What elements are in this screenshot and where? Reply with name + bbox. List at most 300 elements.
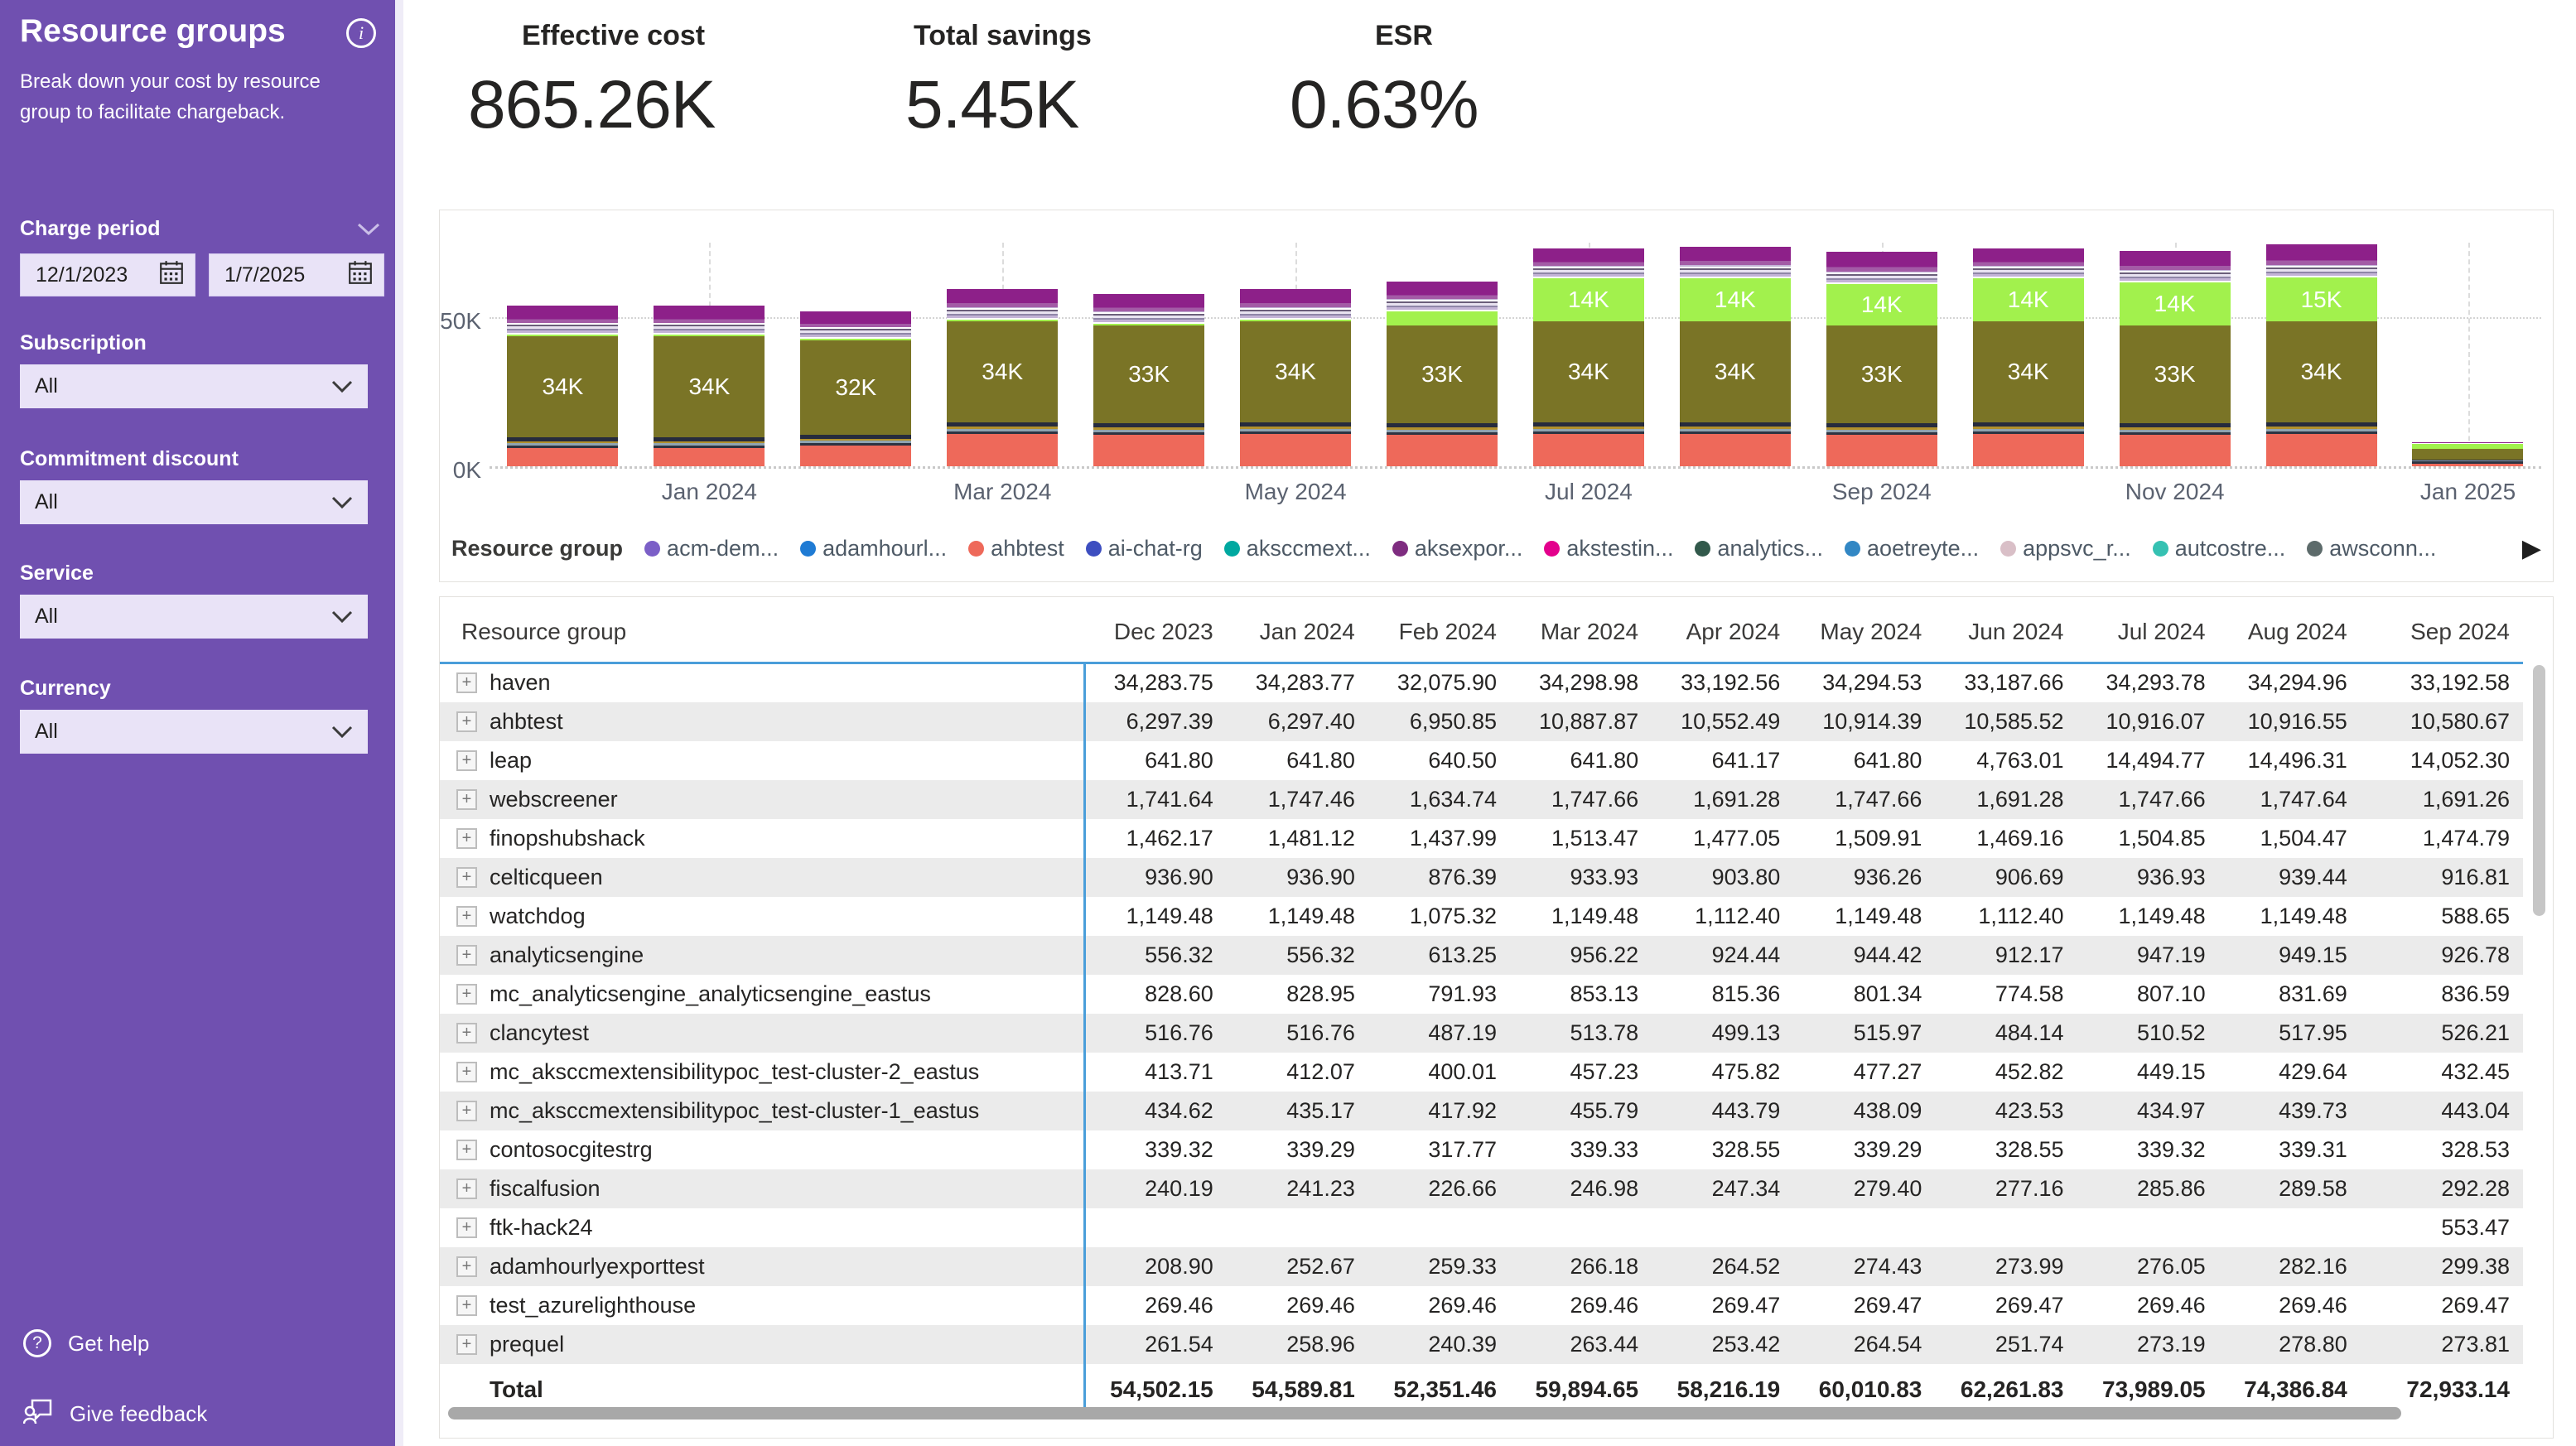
cost-matrix-card: [439, 596, 2554, 1439]
row-name-cell: [440, 858, 1085, 897]
service-dropdown[interactable]: All: [20, 595, 368, 639]
legend-item-label: aksccmext...: [1246, 535, 1371, 561]
cost-value-cell: 317.77: [1428, 1136, 1497, 1162]
table-row[interactable]: [440, 1053, 2523, 1092]
bar-value-label: 34K: [2007, 359, 2049, 384]
bar-segment-stripes_low: [654, 441, 765, 448]
cost-value-cell: 33,187.66: [1964, 670, 2064, 696]
subscription-label: Subscription: [20, 331, 147, 354]
stacked-bar-feb-2024[interactable]: [800, 311, 911, 466]
get-help-link[interactable]: ? Get help: [23, 1329, 149, 1357]
resource-group-name: mc_aksccmextensibilitypoc_test-cluster-1_eastus: [490, 1097, 980, 1123]
bar-segment-green: [947, 320, 1058, 321]
column-header-apr-2024[interactable]: Apr 2024: [1652, 604, 1793, 663]
stacked-bar-mar-2024[interactable]: [947, 289, 1058, 466]
column-header-dec-2023[interactable]: Dec 2023: [1085, 604, 1227, 663]
legend-item-label: akstestin...: [1566, 535, 1674, 561]
charge-period-label: Charge period: [20, 217, 381, 241]
stacked-bar-jan-2024[interactable]: [654, 306, 765, 466]
stacked-bar-jul-2024[interactable]: [1533, 248, 1644, 466]
stacked-bar-aug-2024[interactable]: [1680, 247, 1791, 466]
cost-value-cell: 815.36: [1711, 981, 1781, 1006]
legend-color-dot: [1086, 541, 1102, 557]
table-row[interactable]: [440, 1208, 2523, 1247]
bar-segment-stripes_high: [2412, 443, 2523, 444]
cost-value-cell: 1,075.32: [1409, 903, 1497, 928]
expand-row-icon[interactable]: +: [456, 789, 477, 810]
column-header-aug-2024[interactable]: Aug 2024: [2219, 604, 2361, 663]
cost-value-cell: 10,916.55: [2219, 702, 2361, 741]
cost-value-cell: 438.09: [1793, 1092, 1935, 1130]
cost-value-cell: 1,504.85: [2118, 825, 2206, 851]
table-row[interactable]: [440, 936, 2523, 975]
total-value-cell: 73,989.05: [2102, 1376, 2206, 1402]
bar-segment-salmon: [654, 448, 765, 466]
chevron-down-icon: [331, 496, 353, 509]
cost-value-cell: 1,691.28: [1652, 780, 1793, 819]
cost-value-cell: 455.79: [1510, 1092, 1652, 1130]
table-row[interactable]: [440, 702, 2523, 741]
legend-item-autcostre[interactable]: [2153, 536, 2286, 562]
legend-item-akstestin[interactable]: [1544, 536, 1673, 562]
legend-color-dot: [2000, 541, 2016, 557]
cost-value-cell: 208.90: [1085, 1247, 1227, 1286]
info-icon[interactable]: i: [346, 18, 376, 48]
total-label: Total: [490, 1376, 543, 1402]
bar-segment-stripes_high: [1387, 299, 1498, 311]
page-title: Resource groups: [20, 13, 286, 49]
chart-bar-slot: [1808, 233, 1955, 466]
currency-dropdown[interactable]: All: [20, 710, 368, 754]
table-row[interactable]: [440, 663, 2523, 702]
table-row[interactable]: [440, 1247, 2523, 1286]
table-row[interactable]: [440, 1092, 2523, 1130]
expand-row-icon[interactable]: +: [456, 1023, 477, 1044]
stacked-bar-may-2024[interactable]: [1240, 289, 1351, 466]
table-row[interactable]: [440, 1014, 2523, 1053]
cost-value-cell: 640.50: [1428, 747, 1497, 773]
total-value-cell: 52,351.46: [1393, 1376, 1497, 1402]
bar-segment-olive: [2412, 449, 2523, 460]
legend-color-dot: [1695, 541, 1710, 557]
cost-value-cell: 831.69: [2279, 981, 2347, 1006]
legend-item-acm-dem[interactable]: [644, 536, 779, 562]
legend-item-label: ahbtest: [991, 535, 1064, 561]
bar-segment-green: [1680, 278, 1791, 321]
legend-item-aksccmext[interactable]: [1224, 536, 1371, 562]
cost-value-cell: 924.44: [1652, 936, 1793, 975]
stacked-bar-jun-2024[interactable]: [1387, 282, 1498, 466]
expand-row-icon[interactable]: +: [456, 1217, 477, 1238]
cost-value-cell: 34,283.75: [1113, 670, 1213, 696]
table-row[interactable]: [440, 1286, 2523, 1325]
cost-value-cell: 6,297.39: [1085, 702, 1227, 741]
total-savings-label: Total savings: [914, 20, 1092, 51]
cost-value-cell: 933.93: [1510, 858, 1652, 897]
chart-bar-slot: [1223, 233, 1369, 466]
bar-segment-salmon: [1240, 434, 1351, 466]
bar-segment-stripes_high: [800, 327, 911, 339]
cost-value-cell: 292.28: [2361, 1169, 2523, 1208]
bar-segment-salmon: [800, 446, 911, 466]
column-header-feb-2024[interactable]: Feb 2024: [1368, 604, 1510, 663]
cost-value-cell: 1,513.47: [1551, 825, 1639, 851]
cost-value-cell: 269.47: [1853, 1292, 1922, 1318]
cost-value-cell: 939.44: [2219, 858, 2361, 897]
cost-value-cell: 274.43: [1793, 1247, 1935, 1286]
expand-row-icon[interactable]: +: [456, 1295, 477, 1316]
expand-row-icon[interactable]: +: [456, 672, 477, 693]
stacked-bar-jan-2025[interactable]: [2412, 442, 2523, 466]
calendar-icon[interactable]: [158, 259, 185, 292]
bar-segment-navy: [800, 435, 911, 439]
chevron-down-icon[interactable]: [356, 222, 381, 237]
bar-segment-purple: [1240, 289, 1351, 307]
cost-value-cell: 1,149.48: [1126, 903, 1213, 928]
legend-item-aoetreyte[interactable]: [1845, 536, 1979, 562]
bar-segment-purple: [800, 311, 911, 327]
row-name-cell: [440, 663, 1085, 702]
total-value-cell: 54,589.81: [1252, 1376, 1355, 1402]
column-header-sep-2024[interactable]: Sep 2024: [2361, 604, 2523, 663]
resource-group-name: prequel: [490, 1331, 565, 1357]
cost-value-cell: 277.16: [1935, 1169, 2077, 1208]
cost-value-cell: 269.46: [2279, 1292, 2347, 1318]
expand-row-icon[interactable]: +: [456, 906, 477, 927]
vertical-scrollbar-thumb[interactable]: [2533, 665, 2545, 916]
expand-row-icon[interactable]: +: [456, 1178, 477, 1199]
resource-group-name: test_azurelighthouse: [490, 1292, 697, 1318]
cost-value-cell: 1,149.48: [2118, 903, 2206, 928]
cost-value-cell: 475.82: [1711, 1058, 1781, 1084]
cost-value-cell: 1,474.79: [2422, 825, 2510, 851]
cost-value-cell: 1,462.17: [1126, 825, 1213, 851]
bar-segment-stripes_low: [2266, 427, 2377, 434]
resource-group-name: fiscalfusion: [490, 1175, 601, 1201]
cost-value-cell: 944.42: [1793, 936, 1935, 975]
cost-value-cell: 423.53: [1935, 1092, 2077, 1130]
expand-row-icon[interactable]: +: [456, 945, 477, 966]
bar-segment-stripes_low: [1240, 427, 1351, 434]
legend-item-adamhourl[interactable]: [800, 536, 947, 562]
chart-bar-slot: [1955, 233, 2101, 466]
sidebar-scroll-track[interactable]: [395, 0, 403, 1446]
bar-segment-stripes_low: [1093, 427, 1204, 435]
cost-value-cell: 34,298.98: [1538, 670, 1639, 696]
expand-row-icon[interactable]: +: [456, 1140, 477, 1160]
chart-bar-slot: [783, 233, 929, 466]
expand-row-icon[interactable]: +: [456, 1256, 477, 1277]
y-axis-tick-50k: 50K: [440, 307, 481, 334]
bar-segment-navy: [1240, 422, 1351, 427]
resource-group-name: analyticsengine: [490, 942, 644, 967]
cost-value-cell: 6,950.85: [1368, 702, 1510, 741]
cost-value-cell: 33,192.58: [2410, 670, 2510, 696]
cost-value-cell: 1,691.28: [1935, 780, 2077, 819]
cost-value-cell: 556.32: [1227, 936, 1368, 975]
cost-value-cell: 641.17: [1711, 747, 1781, 773]
cost-value-cell: 10,916.07: [2077, 702, 2218, 741]
cost-value-cell: 264.52: [1652, 1247, 1793, 1286]
cost-value-cell: 1,437.99: [1409, 825, 1497, 851]
cost-value-cell: 1,691.26: [2361, 780, 2523, 819]
cost-value-cell: 613.25: [1368, 936, 1510, 975]
give-feedback-link[interactable]: Give feedback: [23, 1398, 207, 1430]
cost-value-cell: 412.07: [1286, 1058, 1355, 1084]
column-header-resource-group[interactable]: Resource group: [440, 604, 1085, 663]
row-name-cell: [440, 1130, 1085, 1169]
cost-value-cell: 457.23: [1570, 1058, 1639, 1084]
bar-value-label: 15K: [2300, 286, 2342, 312]
stacked-bar-nov-2024[interactable]: [2120, 251, 2231, 466]
legend-item-ahbtest[interactable]: [968, 536, 1064, 562]
row-name-cell: [440, 741, 1085, 780]
bar-segment-salmon: [2266, 434, 2377, 466]
bar-segment-olive: [507, 336, 618, 437]
y-axis-tick-0k: 0K: [452, 457, 481, 483]
cost-value-cell: 266.18: [1510, 1247, 1652, 1286]
cost-value-cell: 10,914.39: [1793, 702, 1935, 741]
legend-item-label: aoetreyte...: [1867, 535, 1980, 561]
cost-value-cell: [1935, 1208, 2077, 1247]
column-header-jan-2024[interactable]: Jan 2024: [1227, 604, 1368, 663]
cost-value-cell: 487.19: [1368, 1014, 1510, 1053]
cost-value-cell: 1,149.48: [1835, 903, 1922, 928]
commitment-discount-label: Commitment discount: [20, 447, 239, 470]
cost-value-cell: 299.38: [2361, 1247, 2523, 1286]
cost-value-cell: 282.16: [2219, 1247, 2361, 1286]
table-row[interactable]: [440, 858, 2523, 897]
stacked-bar-dec-2023[interactable]: [507, 306, 618, 466]
cost-value-cell: 339.31: [2279, 1136, 2347, 1162]
column-header-mar-2024[interactable]: Mar 2024: [1510, 604, 1652, 663]
stacked-bar-dec-2024[interactable]: [2266, 244, 2377, 466]
stacked-bar-apr-2024[interactable]: [1093, 294, 1204, 466]
cost-value-cell: [1227, 1208, 1368, 1247]
bar-segment-navy: [1973, 422, 2084, 427]
cost-value-cell: 339.33: [1570, 1136, 1639, 1162]
cost-value-cell: 269.46: [1570, 1292, 1639, 1318]
expand-row-icon[interactable]: +: [456, 1334, 477, 1355]
cost-value-cell: 1,747.66: [1793, 780, 1935, 819]
row-name-cell: [440, 702, 1085, 741]
start-date-input[interactable]: 12/1/2023: [20, 253, 195, 296]
cost-value-cell: 936.90: [1227, 858, 1368, 897]
bar-segment-green: [800, 339, 911, 340]
row-name-cell: [440, 1247, 1085, 1286]
cost-value-cell: 269.46: [2137, 1292, 2206, 1318]
legend-item-analytics[interactable]: [1695, 536, 1823, 562]
bar-segment-green: [1387, 311, 1498, 325]
cost-value-cell: 253.42: [1652, 1325, 1793, 1364]
cost-value-cell: 949.15: [2219, 936, 2361, 975]
column-header-may-2024[interactable]: May 2024: [1793, 604, 1935, 663]
x-axis-tick-sep-2024: Sep 2024: [1831, 479, 1932, 504]
x-axis-labels: [490, 479, 2541, 509]
cost-value-cell: 1,469.16: [1976, 825, 2064, 851]
cost-value-cell: 417.92: [1368, 1092, 1510, 1130]
cost-value-cell: [1793, 1208, 1935, 1247]
chart-bar-slot: [2248, 233, 2395, 466]
bar-value-label: 33K: [2154, 361, 2196, 387]
total-savings-value: 5.45K: [905, 67, 1079, 142]
bar-segment-olive: [1240, 321, 1351, 422]
bar-segment-navy: [2266, 422, 2377, 427]
cost-value-cell: 432.45: [2441, 1058, 2510, 1084]
cost-value-cell: 452.82: [1995, 1058, 2064, 1084]
cost-value-cell: 443.79: [1652, 1092, 1793, 1130]
resource-group-name: haven: [490, 670, 551, 696]
bar-value-label: 14K: [1860, 292, 1903, 317]
bar-value-label: 14K: [1567, 287, 1609, 312]
bar-segment-stripes_low: [947, 427, 1058, 434]
stacked-bar-sep-2024[interactable]: [1826, 252, 1937, 466]
table-row[interactable]: [440, 1130, 2523, 1169]
bar-segment-salmon: [2120, 435, 2231, 466]
legend-color-dot: [1845, 541, 1860, 557]
cost-value-cell: 513.78: [1510, 1014, 1652, 1053]
stacked-bar-oct-2024[interactable]: [1973, 248, 2084, 466]
cost-value-cell: 1,509.91: [1835, 825, 1922, 851]
legend-next-page-arrow[interactable]: ▶: [2521, 534, 2541, 562]
bar-segment-stripes_low: [1826, 427, 1937, 435]
sidebar: [0, 0, 403, 1446]
cost-value-cell: 499.13: [1652, 1014, 1793, 1053]
bar-value-label: 33K: [1128, 361, 1170, 387]
chevron-down-icon: [331, 725, 353, 739]
horizontal-scrollbar-thumb[interactable]: [448, 1407, 2401, 1419]
cost-value-cell: 1,747.66: [1510, 780, 1652, 819]
calendar-icon[interactable]: [347, 259, 374, 292]
bar-value-label: 14K: [2154, 291, 2196, 316]
table-row[interactable]: [440, 1325, 2523, 1364]
cost-value-cell: 1,504.47: [2260, 825, 2347, 851]
bar-segment-olive: [1973, 321, 2084, 422]
row-name-cell: [440, 1286, 1085, 1325]
bar-segment-green: [2412, 444, 2523, 449]
column-header-jul-2024[interactable]: Jul 2024: [2077, 604, 2218, 663]
bar-value-label: 34K: [542, 374, 584, 399]
table-row[interactable]: [440, 741, 2523, 780]
cost-value-cell: 1,149.48: [1267, 903, 1355, 928]
cost-value-cell: 259.33: [1368, 1247, 1510, 1286]
cost-value-cell: 926.78: [2361, 936, 2523, 975]
cost-value-cell: 264.54: [1793, 1325, 1935, 1364]
bar-segment-green: [1240, 320, 1351, 321]
x-axis-tick-jan-2025: Jan 2025: [2419, 479, 2516, 504]
column-header-jun-2024[interactable]: Jun 2024: [1935, 604, 2077, 663]
bar-segment-purple: [2120, 251, 2231, 270]
chart-bar-slot: [1515, 233, 1662, 466]
cost-value-cell: 276.05: [2077, 1247, 2218, 1286]
legend-item-label: acm-dem...: [667, 535, 779, 561]
cost-value-cell: 339.29: [1286, 1136, 1355, 1162]
expand-row-icon[interactable]: +: [456, 867, 477, 888]
resource-group-name: clancytest: [490, 1019, 590, 1045]
table-row[interactable]: [440, 819, 2523, 858]
bar-segment-stripes_high: [1680, 265, 1791, 278]
cost-value-cell: 34,294.96: [2247, 670, 2347, 696]
bar-segment-purple: [507, 306, 618, 323]
cost-value-cell: 774.58: [1995, 981, 2064, 1006]
cost-value-cell: 241.23: [1227, 1169, 1368, 1208]
cost-value-cell: 14,496.31: [2247, 747, 2347, 773]
bar-value-label: 14K: [2007, 287, 2049, 312]
bar-value-label: 33K: [1421, 361, 1463, 387]
legend-item-appsvc_r[interactable]: [2000, 536, 2131, 562]
bar-segment-olive: [1387, 325, 1498, 423]
expand-row-icon[interactable]: +: [456, 1101, 477, 1121]
bar-segment-salmon: [947, 434, 1058, 466]
legend-item-label: adamhourl...: [822, 535, 948, 561]
cost-value-cell: 413.71: [1145, 1058, 1213, 1084]
table-row[interactable]: [440, 975, 2523, 1014]
legend-item-aksexpor[interactable]: [1392, 536, 1523, 562]
expand-row-icon[interactable]: +: [456, 984, 477, 1005]
chart-bar-slot: [929, 233, 1076, 466]
bar-segment-olive: [654, 336, 765, 437]
row-name-cell: [440, 780, 1085, 819]
bar-segment-salmon: [1680, 434, 1791, 466]
commitment-discount-dropdown[interactable]: All: [20, 480, 368, 524]
cost-value-cell: 278.80: [2219, 1325, 2361, 1364]
cost-value-cell: 936.26: [1793, 858, 1935, 897]
cost-value-cell: 261.54: [1085, 1325, 1227, 1364]
end-date-input[interactable]: 1/7/2025: [209, 253, 384, 296]
resource-group-name: finopshubshack: [490, 825, 645, 851]
cost-value-cell: 434.97: [2077, 1092, 2218, 1130]
table-row[interactable]: [440, 897, 2523, 936]
currency-label: Currency: [20, 677, 111, 700]
bar-segment-navy: [2120, 423, 2231, 427]
expand-row-icon[interactable]: +: [456, 711, 477, 732]
bar-segment-olive: [800, 340, 911, 435]
cost-value-cell: 641.80: [1570, 747, 1639, 773]
cost-value-cell: 936.90: [1085, 858, 1227, 897]
cost-value-cell: 269.46: [1145, 1292, 1213, 1318]
cost-value-cell: 4,763.01: [1976, 747, 2064, 773]
bar-segment-green: [1826, 284, 1937, 325]
row-name-cell: [440, 1014, 1085, 1053]
bar-segment-stripes_high: [654, 323, 765, 335]
legend-item-ai-chat-rg[interactable]: [1086, 536, 1203, 562]
cost-matrix-table: [440, 604, 2523, 1410]
legend-item-label: aksexpor...: [1414, 535, 1523, 561]
legend-item-awsconn[interactable]: [2307, 536, 2436, 562]
cost-value-cell: 339.29: [1853, 1136, 1922, 1162]
expand-row-icon[interactable]: +: [456, 750, 477, 771]
subscription-dropdown[interactable]: All: [20, 364, 368, 408]
cost-value-cell: 916.81: [2361, 858, 2523, 897]
cost-value-cell: [1652, 1208, 1793, 1247]
bar-segment-purple: [1387, 282, 1498, 299]
cost-value-cell: [2219, 1208, 2361, 1247]
cost-value-cell: 14,052.30: [2410, 747, 2510, 773]
bar-segment-purple: [654, 306, 765, 323]
cost-value-cell: [1368, 1208, 1510, 1247]
row-name-cell: [440, 1053, 1085, 1092]
bar-segment-stripes_low: [1387, 427, 1498, 435]
legend-color-dot: [2307, 541, 2323, 557]
bar-segment-navy: [947, 422, 1058, 427]
chart-legend: [451, 528, 2541, 568]
table-row[interactable]: [440, 1169, 2523, 1208]
expand-row-icon[interactable]: +: [456, 1062, 477, 1082]
table-row[interactable]: [440, 780, 2523, 819]
expand-row-icon[interactable]: +: [456, 828, 477, 849]
x-axis-tick-jul-2024: Jul 2024: [1545, 479, 1633, 504]
cost-value-cell: 516.76: [1227, 1014, 1368, 1053]
